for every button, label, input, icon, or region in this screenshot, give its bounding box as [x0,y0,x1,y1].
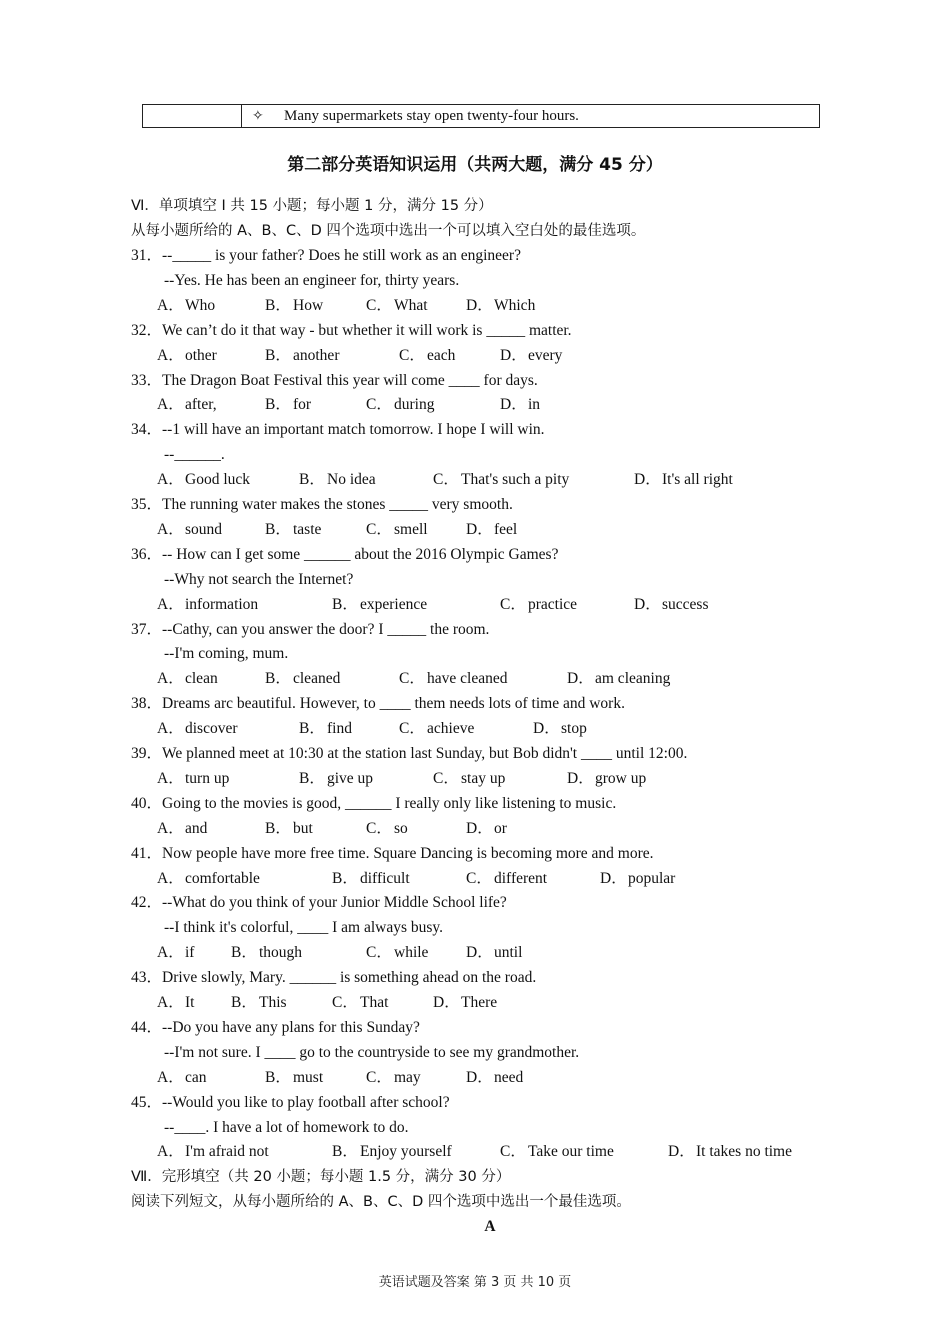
option-letter: B． [231,944,257,962]
option-d [567,769,646,789]
option-b [265,669,340,689]
option-letter: D． [600,869,627,887]
option-letter: A． [157,1068,184,1086]
option-letter: A． [157,520,184,538]
option-c [500,1142,614,1162]
option-letter: D． [433,994,460,1011]
question-stem: 44．--Do you have any plans for this Sunday? [131,1018,420,1036]
option-c [433,470,569,490]
option-letter: B． [265,396,291,414]
option-text: There [461,994,498,1011]
option-text: It takes no time [696,1143,792,1161]
option-b [265,1068,323,1088]
question-stem: 31．--_____ is your father? Does he still work as an engineer? [131,247,521,264]
option-letter: B． [265,1068,291,1086]
option-letter: B． [299,720,325,738]
option-letter: C． [332,994,358,1011]
question-stem: 41．Now people have more free time. Square Dancing is becoming more and more. [131,844,654,862]
option-letter: D． [466,1068,493,1086]
option-b [265,395,311,415]
option-text: comfortable [185,869,260,887]
question-stem: 43．Drive slowly, Mary. ______ is something ahead on the road. [131,969,537,987]
option-letter: D． [500,396,527,414]
option-text: feel [494,520,518,538]
section6-instruction: 从每小题所给的 A、B、C、D 四个选项中选出一个可以填入空白处的最佳选项。 [131,223,646,239]
option-row [157,395,837,415]
table-empty-cell [143,105,242,127]
option-b [299,719,352,739]
option-text: clean [185,670,218,688]
option-row [157,595,837,615]
option-d [533,719,587,739]
option-text: That's such a pity [461,471,570,489]
option-d [634,595,709,615]
option-text: No idea [327,471,376,489]
option-text: find [327,720,352,738]
option-d [500,346,562,366]
option-c [366,943,428,963]
option-d [466,819,507,839]
option-a [157,1142,269,1162]
option-text: Enjoy yourself [360,1143,452,1161]
option-text: It's all right [662,471,733,489]
option-text: after, [185,396,217,414]
continuation-table-row [142,104,820,128]
option-c [332,993,388,1013]
option-letter: D． [466,819,493,837]
option-text: popular [628,869,676,887]
option-letter: A． [157,296,184,314]
option-text: Which [494,296,536,314]
option-text: How [293,296,324,314]
question-stem: 37．--Cathy, can you answer the door? I _____ the room. [131,620,490,638]
option-text: smell [394,520,428,538]
option-row [157,520,837,540]
option-text: information [185,595,259,613]
option-letter: D． [567,769,594,787]
option-letter: C． [399,720,425,738]
option-b [299,470,376,490]
option-letter: D． [466,520,493,538]
option-row [157,719,837,739]
option-letter: A． [157,1143,184,1161]
question-dialogue-line: --I'm not sure. I ____ go to the countryside to see my grandmother. [164,1043,580,1061]
option-row [157,470,837,490]
option-text: achieve [427,720,475,738]
page-footer: 英语试题及答案 第 3 页 共 10 页 [378,1275,572,1290]
option-text: turn up [185,769,230,787]
option-text: Good luck [185,471,251,489]
option-text: while [394,944,429,962]
option-a [157,819,207,839]
option-letter: C． [399,346,425,364]
option-letter: C． [366,944,392,962]
option-b [265,819,313,839]
option-b [231,943,302,963]
option-row [157,346,837,366]
option-b [265,346,339,366]
option-text: What [394,296,428,314]
option-a [157,993,194,1013]
section6-heading: Ⅵ．单项填空 I 共 15 小题；每小题 1 分，满分 15 分） [131,198,493,214]
option-text: give up [327,769,374,787]
option-letter: A． [157,471,184,489]
option-text: Who [185,296,216,314]
question-stem: 36．-- How can I get some ______ about the 2016 Olympic Games? [131,545,559,563]
question-stem: 35．The running water makes the stones _____ very smooth. [131,496,513,513]
question-dialogue-line: --I think it's colorful, ____ I am always busy. [164,919,444,937]
option-text: grow up [595,769,647,787]
option-letter: D． [466,296,493,314]
option-d [567,669,670,689]
option-letter: C． [366,396,392,414]
option-text: in [528,396,541,414]
question-stem: 39．We planned meet at 10:30 at the station last Sunday, but Bob didn't ____ until 12:00. [131,745,688,762]
option-text: need [494,1068,524,1086]
option-letter: D． [466,944,493,962]
option-a [157,669,218,689]
question-dialogue-line: --____. I have a lot of homework to do. [164,1118,409,1136]
option-d [466,296,535,316]
option-c [366,1068,421,1088]
option-a [157,943,194,963]
table-text-cell [242,105,819,127]
option-letter: D． [500,346,527,364]
option-a [157,296,215,316]
option-text: if [185,944,195,962]
option-row [157,1068,837,1088]
option-letter: B． [265,346,291,364]
option-a [157,719,238,739]
option-row [157,296,837,316]
option-text: until [494,944,523,962]
option-letter: A． [157,819,184,837]
option-text: for [293,396,312,414]
option-text: though [259,944,303,962]
option-text: other [185,346,217,364]
option-letter: C． [433,769,459,787]
part-title: 第二部分英语知识运用（共两大题，满分 45 分） [287,155,663,175]
option-text: It [185,994,195,1011]
option-b [299,769,373,789]
option-letter: C． [433,471,459,489]
option-text: must [293,1068,324,1086]
option-b [231,993,287,1013]
option-d [668,1142,792,1162]
option-text: taste [293,520,322,538]
option-letter: D． [668,1143,695,1161]
option-letter: D． [634,595,661,613]
table-row-text: Many supermarkets stay open twenty-four hours. [284,107,579,124]
option-text: practice [528,595,578,613]
diamond-star-icon: ✧ [252,108,264,124]
option-letter: C． [366,1068,392,1086]
question-dialogue-line: --Yes. He has been an engineer for, thirty years. [164,271,460,289]
option-a [157,1068,207,1088]
option-d [500,395,540,415]
question-stem: 38．Dreams arc beautiful. However, to ____ them needs lots of time and work. [131,695,625,713]
passage-label: A [484,1218,496,1235]
option-letter: B． [265,819,291,837]
option-letter: A． [157,595,184,613]
option-row [157,1142,837,1162]
option-letter: C． [366,296,392,314]
option-text: discover [185,720,238,738]
option-a [157,520,222,540]
option-letter: B． [231,994,257,1011]
option-letter: A． [157,346,184,364]
option-text: can [185,1068,207,1086]
option-letter: A． [157,994,184,1011]
option-text: This [259,994,287,1011]
option-letter: D． [533,720,560,738]
option-c [433,769,505,789]
option-letter: B． [332,595,358,613]
option-letter: D． [567,670,594,688]
option-letter: B． [299,471,325,489]
option-letter: A． [157,670,184,688]
question-dialogue-line: --______. [164,446,225,464]
option-text: every [528,346,563,364]
option-letter: A． [157,944,184,962]
option-letter: B． [332,869,358,887]
option-c [500,595,577,615]
option-letter: C． [366,520,392,538]
option-row [157,943,837,963]
option-text: and [185,819,208,837]
option-text: may [394,1068,421,1086]
option-text: cleaned [293,670,341,688]
option-text: success [662,595,709,613]
option-text: stop [561,720,587,738]
option-b [332,1142,452,1162]
option-text: each [427,346,456,364]
section7-instruction: 阅读下列短文，从每小题所给的 A、B、C、D 四个选项中选出一个最佳选项。 [131,1194,631,1210]
option-row [157,769,837,789]
option-letter: C． [500,1143,526,1161]
option-d [466,520,517,540]
option-letter: C． [500,595,526,613]
option-d [433,993,497,1013]
option-text: I'm afraid not [185,1143,269,1161]
option-b [265,520,321,540]
option-text: so [394,819,408,837]
option-text: during [394,396,435,414]
option-text: different [494,869,548,887]
option-text: Take our time [528,1143,614,1161]
question-dialogue-line: --Why not search the Internet? [164,570,354,588]
option-b [265,296,323,316]
option-row [157,993,837,1013]
option-b [332,869,410,889]
option-c [366,520,428,540]
option-d [634,470,733,490]
option-letter: B． [299,769,325,787]
option-c [366,395,434,415]
option-row [157,819,837,839]
option-d [600,869,675,889]
option-c [366,296,428,316]
option-row [157,869,837,889]
option-text: have cleaned [427,670,508,688]
option-c [399,719,474,739]
option-letter: D． [634,471,661,489]
option-text: another [293,346,340,364]
question-stem: 45．--Would you like to play football after school? [131,1093,450,1111]
option-a [157,869,260,889]
option-text: stay up [461,769,506,787]
option-c [399,346,455,366]
option-letter: B． [332,1143,358,1161]
option-letter: C． [399,670,425,688]
question-stem: 32．We can’t do it that way - but whether it will work is _____ matter. [131,321,572,339]
option-text: That [360,994,389,1011]
question-dialogue-line: --I'm coming, mum. [164,645,289,663]
option-row [157,669,837,689]
option-a [157,346,217,366]
question-stem: 40．Going to the movies is good, ______ I really only like listening to music. [131,794,617,812]
option-c [399,669,507,689]
question-stem: 42．--What do you think of your Junior Middle School life? [131,894,507,912]
option-letter: B． [265,520,291,538]
option-text: experience [360,595,428,613]
section7-heading: Ⅶ．完形填空（共 20 小题；每小题 1.5 分，满分 30 分） [131,1169,511,1185]
question-stem: 33．The Dragon Boat Festival this year will come ____ for days. [131,371,538,389]
option-letter: A． [157,396,184,414]
option-text: or [494,819,507,837]
option-letter: A． [157,869,184,887]
option-a [157,395,217,415]
option-letter: C． [466,869,492,887]
option-b [332,595,427,615]
option-d [466,943,522,963]
option-letter: A． [157,769,184,787]
option-a [157,470,250,490]
option-text: difficult [360,869,410,887]
option-letter: C． [366,819,392,837]
option-letter: B． [265,296,291,314]
option-a [157,769,229,789]
option-c [366,819,408,839]
option-text: am cleaning [595,670,671,688]
option-c [466,869,547,889]
option-a [157,595,258,615]
question-stem: 34．--1 will have an important match tomorrow. I hope I will win. [131,421,545,439]
option-letter: A． [157,720,184,738]
option-text: sound [185,520,223,538]
option-letter: B． [265,670,291,688]
option-d [466,1068,523,1088]
option-text: but [293,819,313,837]
